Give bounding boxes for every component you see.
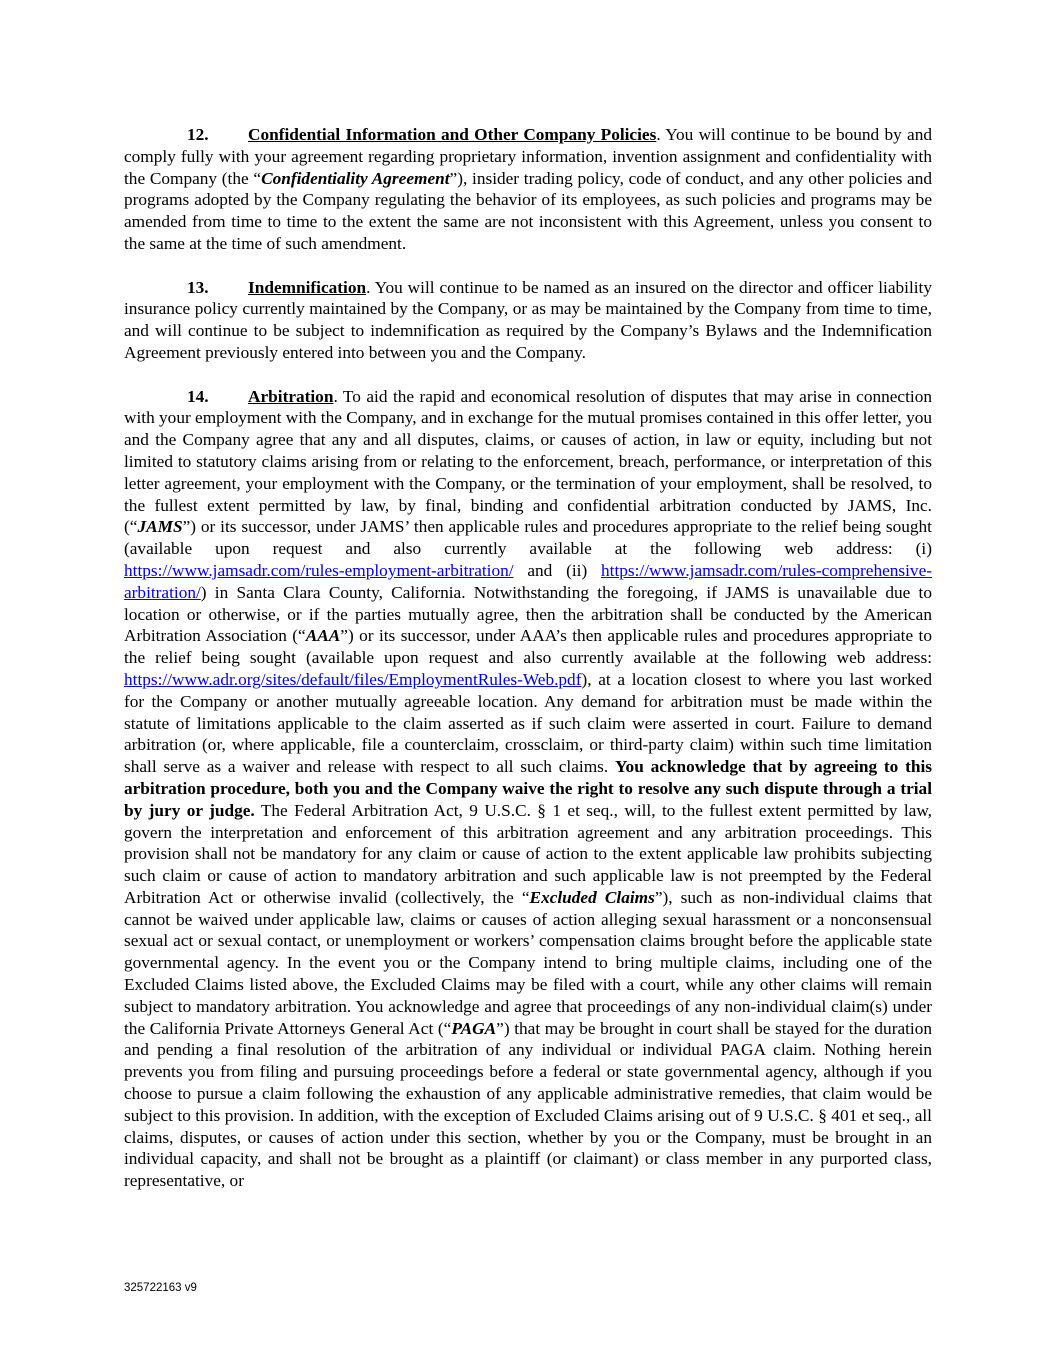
section-text: ”), insider trading policy, code of conduct, and any other policies and programs adopted by the Company regulating the behavior of its employees, as such policies and programs may be amended from time to time to the extent the same are not inconsistent with this Agreement, unless you consent to the same at the time of such amendment. <box>124 168 932 253</box>
document-page <box>124 124 932 1214</box>
section-number: 12. <box>187 125 209 144</box>
section-14 <box>124 386 932 1192</box>
section-text: and (ii) <box>513 560 602 580</box>
defined-term-aaa: AAA <box>305 626 341 646</box>
section-heading: Confidential Information and Other Company Policies <box>248 125 657 144</box>
section-text: ”) or its successor, under AAA’s then applicable rules and procedures appropriate to the relief being sought (available upon request and also currently available at the following web address: <box>124 626 932 668</box>
section-number: 14. <box>187 386 209 406</box>
section-text: ) in Santa Clara County, California. Notwithstanding the foregoing, if JAMS is unavailable due to location or otherwise, or if the parties mutually agree, then the arbitration shall be conducted by the American Arbitration Association (“ <box>124 582 932 646</box>
section-heading: Arbitration <box>248 386 334 406</box>
section-text: . You will continue to be bound by and comply fully with your agreement regarding proprietary information, invention assignment and confidentiality with the Company (the “ <box>124 125 932 188</box>
section-text: The Federal Arbitration Act, 9 U.S.C. § 1 et seq., will, to the fullest extent permitted by law, govern the interpretation and enforcement of this arbitration agreement and any arbitration proceedings. This provision shall not be mandatory for any claim or cause of action to the extent applicable law prohibits subjecting such claim or cause of action to mandatory arbitration and such applicable law is not preempted by the Federal Arbitration Act or otherwise invalid (collectively, the “ <box>124 800 932 907</box>
section-13 <box>124 277 932 364</box>
jams-employment-rules-link[interactable]: https://www.jamsadr.com/rules-employment-arbitration/ <box>124 560 514 580</box>
aaa-employment-rules-link[interactable]: https://www.adr.org/sites/default/files/EmploymentRules-Web.pdf <box>124 669 582 689</box>
defined-term-paga: PAGA <box>451 1018 497 1038</box>
jams-comprehensive-rules-link[interactable]: https://www.jamsadr.com/rules-comprehensive-arbitration/ <box>124 560 932 602</box>
section-12 <box>124 124 932 255</box>
document-id-footer: 325722163 v9 <box>124 1282 197 1294</box>
section-number: 13. <box>187 277 209 297</box>
section-heading: Indemnification <box>248 277 367 297</box>
section-text: . You will continue to be named as an insured on the director and officer liability insurance policy currently maintained by the Company, or as may be maintained by the Company from time to time, and will continue to be subject to indemnification as required by the Company’s Bylaws and the Indemnification Agreement previously entered into between you and the Company. <box>124 277 932 362</box>
defined-term: Confidentiality Agreement <box>261 168 450 188</box>
jury-waiver-acknowledgement: You acknowledge that by agreeing to this arbitration procedure, both you and the Company waive the right to resolve any such dispute through a trial by jury or judge. <box>124 757 932 820</box>
section-text: ”) that may be brought in court shall be stayed for the duration and pending a final resolution of the arbitration of any individual or individual PAGA claim. Nothing herein prevents you from filing and pursuing proceedings before a federal or state governmental agency, although if you choose to pursue a claim following the exhaustion of any applicable administrative remedies, that claim would be subject to this provision. In addition, with the exception of Excluded Claims arising out of 9 U.S.C. § 401 et seq., all claims, disputes, or causes of action under this section, whether by you or the Company, must be brought in an individual capacity, and shall not be brought as a plaintiff (or claimant) or class member in any purported class, representative, or <box>124 1018 933 1191</box>
section-text: ”), such as non-individual claims that cannot be waived under applicable law, claims or causes of action alleging sexual harassment or a nonconsensual sexual act or sexual contact, or unemployment or workers’ compensation claims brought before the applicable state governmental agency. In the event you or the Company intend to bring multiple claims, including one of the Excluded Claims listed above, the Excluded Claims may be filed with a court, while any other claims will remain subject to mandatory arbitration. You acknowledge and agree that proceedings of any non-individual claim(s) under the California Private Attorneys General Act (“ <box>124 887 933 1038</box>
defined-term-jams: JAMS <box>137 517 183 537</box>
defined-term-excluded-claims: Excluded Claims <box>529 887 655 907</box>
section-text: . To aid the rapid and economical resolution of disputes that may arise in connection with your employment with the Company, and in exchange for the mutual promises contained in this offer letter, you and the Company agree that any and all disputes, claims, or causes of action, in law or equity, including but not limited to statutory claims arising from or relating to the enforcement, breach, performance, or interpretation of this letter agreement, your employment with the Company, or the termination of your employment, shall be resolved, to the fullest extent permitted by law, by final, binding and confidential arbitration conducted by JAMS, Inc. (“ <box>124 386 932 537</box>
section-text: ), at a location closest to where you last worked for the Company or another mutually agreeable location. Any demand for arbitration must be made within the statute of limitations applicable to the claim asserted as if such claim were asserted in court. Failure to demand arbitration (or, where applicable, file a counterclaim, crossclaim, or third-party claim) within such time limitation shall serve as a waiver and release with respect to all such claims. <box>124 669 932 777</box>
section-text: ”) or its successor, under JAMS’ then applicable rules and procedures appropriate to the relief being sought (available upon request and also currently available at the following web address: (i) <box>124 517 932 559</box>
